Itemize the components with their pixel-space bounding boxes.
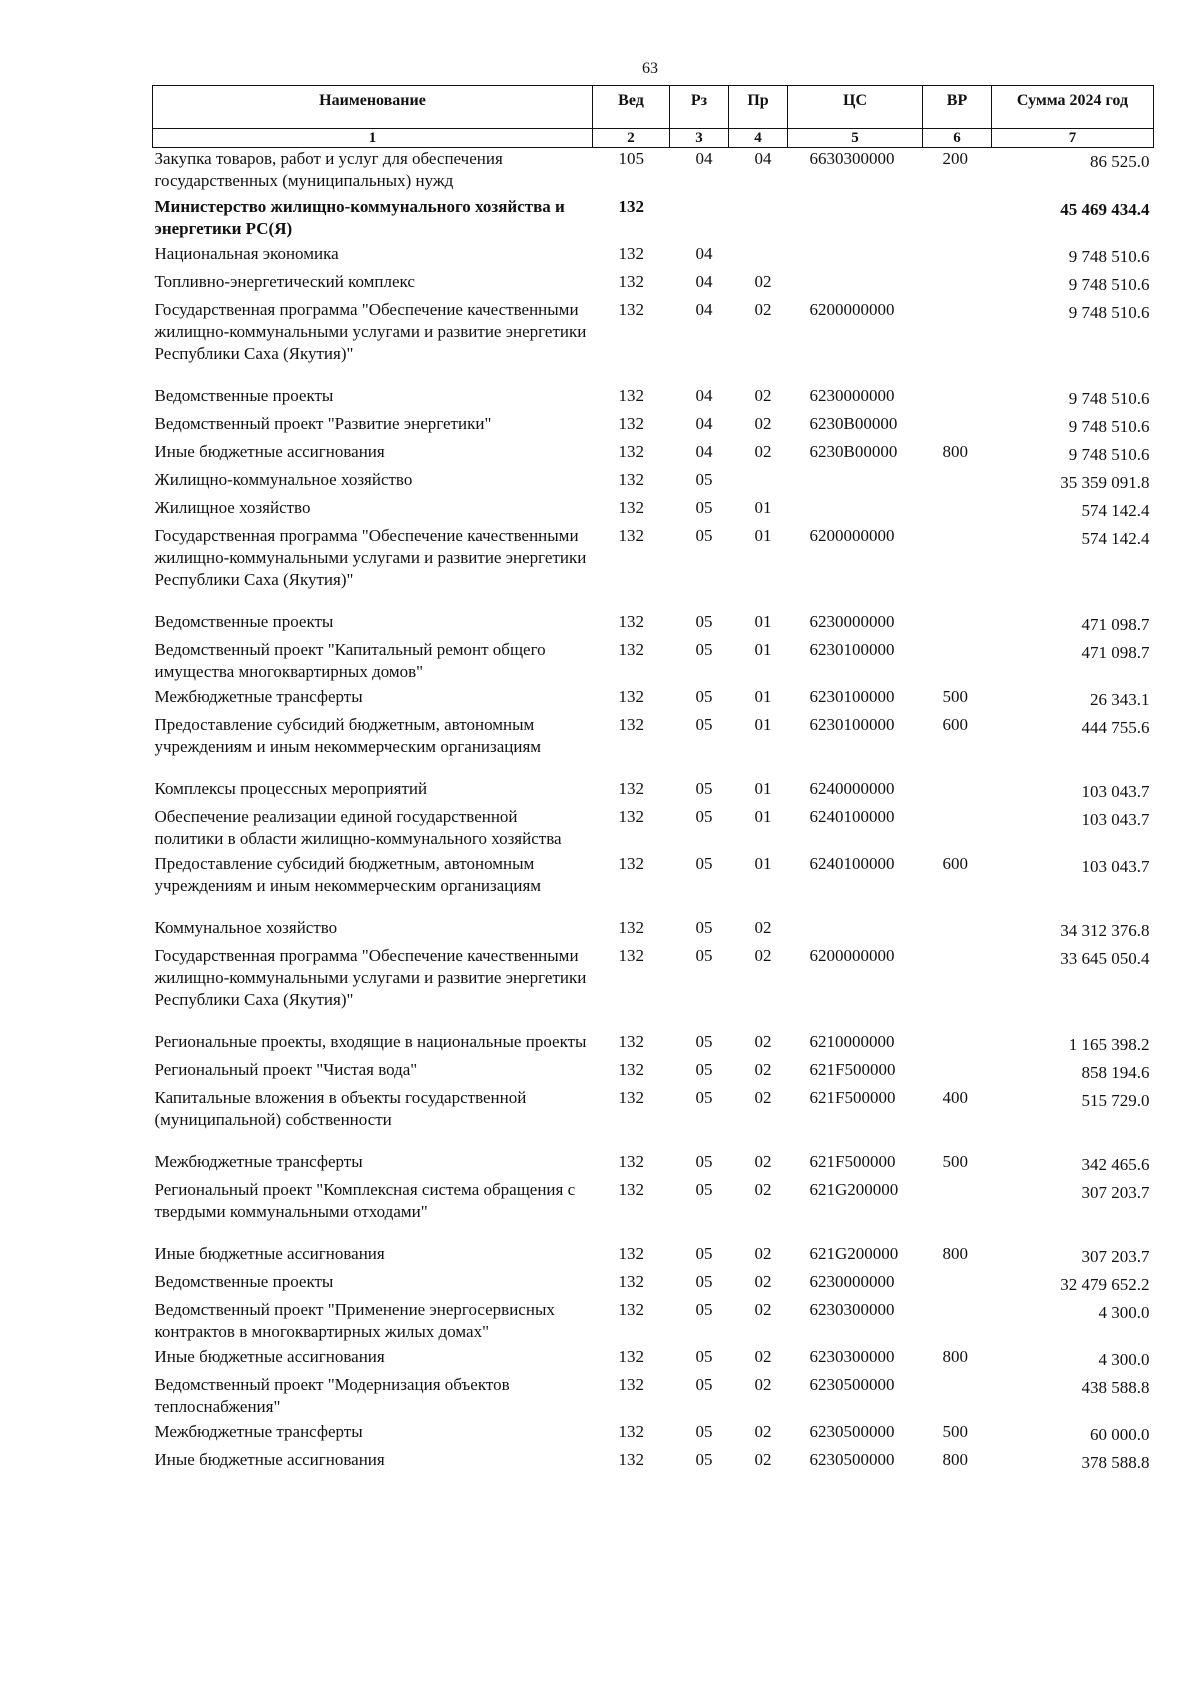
row-pr: 01 [754,779,772,798]
row-rz: 05 [695,1244,713,1263]
row-rz: 05 [695,1300,713,1319]
row-cs: 621G200000 [809,1244,899,1263]
row-ved: 132 [618,526,644,545]
row-rz: 05 [695,1152,713,1171]
row-vr [923,639,992,686]
row-ved: 132 [618,946,644,965]
row-vr: 800 [942,442,968,461]
table-row [153,385,1154,413]
row-cs: 6230300000 [809,1347,895,1366]
row-vr: 800 [942,1347,968,1366]
row-cs [788,243,923,271]
row-ved: 132 [618,854,644,873]
row-rz: 05 [695,470,713,489]
row-vr: 500 [942,1152,968,1171]
row-vr [923,243,992,271]
table-row [153,469,1154,497]
row-sum: 34 312 376.8 [1060,921,1150,940]
row-sum: 1 165 398.2 [1068,1035,1150,1054]
row-pr [729,469,788,497]
row-sum: 103 043.7 [1081,857,1150,876]
row-cs [788,196,923,243]
row-sum: 471 098.7 [1081,615,1150,634]
row-pr: 01 [754,612,772,631]
row-pr: 02 [754,918,772,937]
row-cs: 621G200000 [809,1180,899,1199]
table-row [153,1087,1154,1151]
row-sum: 33 645 050.4 [1060,949,1150,968]
row-ved: 132 [618,244,644,263]
row-vr [923,1179,992,1243]
table-body [153,148,1154,1478]
row-pr: 02 [754,1032,772,1051]
column-number: 4 [729,129,788,148]
row-cs: 621F500000 [809,1060,896,1079]
row-vr [923,1059,992,1087]
row-rz: 05 [695,854,713,873]
row-name: Иные бюджетные ассигнования [154,442,385,461]
row-pr: 01 [754,498,772,517]
row-cs: 6230000000 [809,612,895,631]
row-name: Ведомственный проект "Капитальный ремонт общего имущества многоквартирных домов" [154,640,546,681]
row-cs [788,469,923,497]
row-name: Обеспечение реализации единой государственной политики в области жилищно-коммунального хозяйства [154,807,562,848]
row-rz: 05 [695,779,713,798]
row-vr [923,525,992,611]
row-rz: 05 [695,687,713,706]
row-rz: 04 [695,386,713,405]
row-rz: 05 [695,807,713,826]
row-rz: 05 [695,1450,713,1469]
row-pr: 02 [754,300,772,319]
row-name: Региональный проект "Чистая вода" [154,1060,418,1079]
row-rz [670,196,729,243]
row-name: Региональный проект "Комплексная система обращения с твердыми коммунальными отходами" [154,1180,576,1221]
table-row [153,853,1154,917]
row-sum: 515 729.0 [1081,1091,1150,1110]
row-sum: 35 359 091.8 [1060,473,1150,492]
row-rz: 05 [695,1180,713,1199]
row-ved: 132 [618,687,644,706]
row-name: Ведомственные проекты [154,1272,334,1291]
row-ved: 132 [618,1244,644,1263]
row-rz: 04 [695,272,713,291]
row-vr [923,945,992,1031]
row-pr: 02 [754,946,772,965]
table-row [153,1179,1154,1243]
row-pr: 02 [754,1300,772,1319]
header-pr: Пр [729,86,788,129]
table-row [153,945,1154,1031]
row-vr: 800 [942,1450,968,1469]
table-row [153,441,1154,469]
row-rz: 04 [695,149,713,168]
row-rz: 05 [695,946,713,965]
row-pr: 02 [754,1422,772,1441]
table-row [153,1374,1154,1421]
row-name: Ведомственный проект "Применение энергосервисных контрактов в многоквартирных жилых домах" [154,1300,555,1341]
row-vr: 400 [942,1088,968,1107]
row-pr: 02 [754,386,772,405]
row-pr: 02 [754,1244,772,1263]
row-vr: 800 [942,1244,968,1263]
row-name: Иные бюджетные ассигнования [154,1244,385,1263]
row-vr [923,299,992,385]
row-sum: 9 748 510.6 [1068,275,1150,294]
header-sum: Сумма 2024 год [992,86,1154,129]
row-sum: 86 525.0 [1090,152,1150,171]
row-sum: 574 142.4 [1081,501,1150,520]
row-cs [788,917,923,945]
row-vr [923,413,992,441]
row-cs: 6200000000 [809,526,895,545]
row-pr: 02 [754,1152,772,1171]
row-name: Межбюджетные трансферты [154,687,363,706]
row-pr: 01 [754,854,772,873]
row-rz: 04 [695,300,713,319]
row-sum: 9 748 510.6 [1068,303,1150,322]
row-cs: 6230В00000 [809,414,898,433]
row-ved: 132 [618,498,644,517]
row-name: Иные бюджетные ассигнования [154,1450,385,1469]
row-rz: 05 [695,1272,713,1291]
row-pr: 04 [754,149,772,168]
row-cs: 6630300000 [809,149,895,168]
row-ved: 132 [618,442,644,461]
row-sum: 471 098.7 [1081,643,1150,662]
row-ved: 132 [618,807,644,826]
row-vr: 600 [942,715,968,734]
row-pr: 01 [754,526,772,545]
row-pr [729,196,788,243]
row-vr [923,271,992,299]
row-name: Иные бюджетные ассигнования [154,1347,385,1366]
row-sum: 574 142.4 [1081,529,1150,548]
row-pr: 02 [754,1180,772,1199]
row-cs: 6230000000 [809,386,895,405]
row-ved: 132 [618,612,644,631]
row-rz: 04 [695,442,713,461]
table-row [153,806,1154,853]
row-vr: 500 [942,687,968,706]
row-vr: 600 [942,854,968,873]
row-sum: 4 300.0 [1098,1350,1150,1369]
row-cs: 6230100000 [809,715,895,734]
row-rz: 05 [695,640,713,659]
row-sum: 342 465.6 [1081,1155,1150,1174]
row-name: Межбюджетные трансферты [154,1152,363,1171]
row-cs: 6230500000 [809,1450,895,1469]
row-vr [923,778,992,806]
column-number: 7 [992,129,1154,148]
row-sum: 45 469 434.4 [1060,200,1150,219]
table-row [153,714,1154,778]
row-sum: 858 194.6 [1081,1063,1150,1082]
row-ved: 132 [618,1347,644,1366]
header-cs: ЦС [788,86,923,129]
header-vr: ВР [923,86,992,129]
row-cs: 6230100000 [809,640,895,659]
row-rz: 05 [695,1088,713,1107]
row-name: Государственная программа "Обеспечение качественными жилищно-коммунальными услугами и развитие энергетики Республики Саха (Якутия)" [154,526,587,589]
header-name: Наименование [153,86,593,129]
row-name: Топливно-энергетический комплекс [154,272,415,291]
row-rz: 04 [695,244,713,263]
row-cs: 6200000000 [809,300,895,319]
table-row [153,686,1154,714]
table-row [153,497,1154,525]
row-name: Ведомственные проекты [154,612,334,631]
row-ved: 132 [618,1088,644,1107]
column-number: 6 [923,129,992,148]
row-vr: 500 [942,1422,968,1441]
column-number-row [153,129,1154,148]
row-vr [923,917,992,945]
row-sum: 9 748 510.6 [1068,389,1150,408]
row-ved: 132 [618,1300,644,1319]
row-name: Капитальные вложения в объекты государственной (муниципальной) собственности [154,1088,527,1129]
row-name: Министерство жилищно-коммунального хозяйства и энергетики РС(Я) [154,197,565,238]
row-ved: 132 [618,470,644,489]
row-vr [923,1374,992,1421]
row-sum: 307 203.7 [1081,1183,1150,1202]
table-row [153,271,1154,299]
row-ved: 132 [618,1032,644,1051]
row-ved: 132 [618,272,644,291]
row-rz: 05 [695,1375,713,1394]
row-sum: 9 748 510.6 [1068,445,1150,464]
row-rz: 05 [695,526,713,545]
row-sum: 32 479 652.2 [1060,1275,1150,1294]
row-vr: 200 [942,149,968,168]
table-row [153,1299,1154,1346]
row-rz: 05 [695,1347,713,1366]
header-ved: Вед [593,86,670,129]
row-name: Предоставление субсидий бюджетным, автономным учреждениям и иным некоммерческим организациям [154,854,542,895]
row-vr [923,469,992,497]
table-header [153,86,1154,148]
row-vr [923,1031,992,1059]
row-sum: 9 748 510.6 [1068,417,1150,436]
row-ved: 132 [618,386,644,405]
row-ved: 132 [618,1272,644,1291]
table-row [153,1449,1154,1477]
table-row [153,413,1154,441]
row-pr: 02 [754,272,772,291]
row-cs: 6230500000 [809,1375,895,1394]
row-cs: 6200000000 [809,946,895,965]
row-sum: 103 043.7 [1081,810,1150,829]
budget-table [152,85,1154,1477]
table-row [153,1151,1154,1179]
row-pr: 01 [754,687,772,706]
row-name: Ведомственные проекты [154,386,334,405]
row-cs [788,497,923,525]
row-cs [788,271,923,299]
table-row [153,148,1154,197]
row-name: Жилищно-коммунальное хозяйство [154,470,413,489]
row-name: Предоставление субсидий бюджетным, автономным учреждениям и иным некоммерческим организациям [154,715,542,756]
row-name: Межбюджетные трансферты [154,1422,363,1441]
row-sum: 307 203.7 [1081,1247,1150,1266]
row-pr: 01 [754,715,772,734]
row-cs: 6230100000 [809,687,895,706]
row-cs: 621F500000 [809,1088,896,1107]
row-cs: 6240000000 [809,779,895,798]
column-number: 2 [593,129,670,148]
column-number: 3 [670,129,729,148]
row-ved: 132 [618,197,644,216]
table-row [153,1346,1154,1374]
column-number: 1 [153,129,593,148]
row-sum: 60 000.0 [1090,1425,1150,1444]
row-vr [923,806,992,853]
row-cs: 6230В00000 [809,442,898,461]
row-ved: 132 [618,1152,644,1171]
row-vr [923,196,992,243]
row-sum: 9 748 510.6 [1068,247,1150,266]
row-pr: 02 [754,1375,772,1394]
table-row [153,1243,1154,1271]
row-pr: 02 [754,1450,772,1469]
row-pr: 02 [754,442,772,461]
table-row [153,917,1154,945]
row-pr: 02 [754,1060,772,1079]
row-name: Ведомственный проект "Модернизация объектов теплоснабжения" [154,1375,510,1416]
table-row [153,1031,1154,1059]
row-ved: 132 [618,918,644,937]
row-name: Коммунальное хозяйство [154,918,338,937]
row-sum: 26 343.1 [1090,690,1150,709]
row-name: Государственная программа "Обеспечение качественными жилищно-коммунальными услугами и развитие энергетики Республики Саха (Якутия)" [154,300,587,363]
row-pr [729,243,788,271]
table-row [153,299,1154,385]
row-rz: 05 [695,1060,713,1079]
row-ved: 132 [618,779,644,798]
row-vr [923,1299,992,1346]
table-row [153,1271,1154,1299]
row-pr: 02 [754,414,772,433]
row-vr [923,1271,992,1299]
row-rz: 05 [695,715,713,734]
row-pr: 02 [754,1347,772,1366]
row-ved: 132 [618,1450,644,1469]
row-ved: 132 [618,1180,644,1199]
row-name: Государственная программа "Обеспечение качественными жилищно-коммунальными услугами и развитие энергетики Республики Саха (Якутия)" [154,946,587,1009]
row-name: Ведомственный проект "Развитие энергетики" [154,414,492,433]
row-name: Комплексы процессных мероприятий [154,779,428,798]
row-ved: 132 [618,1422,644,1441]
row-pr: 02 [754,1088,772,1107]
row-sum: 438 588.8 [1081,1378,1150,1397]
row-vr [923,497,992,525]
row-sum: 103 043.7 [1081,782,1150,801]
row-cs: 6210000000 [809,1032,895,1051]
header-row [153,86,1154,129]
row-cs: 6230500000 [809,1422,895,1441]
table-row [153,639,1154,686]
row-rz: 05 [695,1032,713,1051]
row-sum: 444 755.6 [1081,718,1150,737]
row-vr [923,385,992,413]
row-pr: 02 [754,1272,772,1291]
row-rz: 05 [695,498,713,517]
row-rz: 05 [695,612,713,631]
table-row [153,1059,1154,1087]
row-ved: 132 [618,1375,644,1394]
row-rz: 04 [695,414,713,433]
row-sum: 4 300.0 [1098,1303,1150,1322]
row-pr: 01 [754,807,772,826]
table-row [153,525,1154,611]
row-ved: 132 [618,715,644,734]
row-ved: 132 [618,640,644,659]
row-cs: 6230300000 [809,1300,895,1319]
row-cs: 6240100000 [809,854,895,873]
row-rz: 05 [695,1422,713,1441]
header-rz: Рз [670,86,729,129]
row-ved: 132 [618,300,644,319]
column-number: 5 [788,129,923,148]
table-row [153,243,1154,271]
table-row [153,1421,1154,1449]
row-name: Национальная экономика [154,244,339,263]
row-name: Жилищное хозяйство [154,498,311,517]
row-rz: 05 [695,918,713,937]
table-row [153,196,1154,243]
table-row [153,611,1154,639]
row-pr: 01 [754,640,772,659]
row-cs: 6240100000 [809,807,895,826]
row-ved: 132 [618,1060,644,1079]
page-number: 63 [642,60,658,77]
row-sum: 378 588.8 [1081,1453,1150,1472]
row-vr [923,611,992,639]
row-ved: 132 [618,414,644,433]
row-name: Региональные проекты, входящие в национальные проекты [154,1032,587,1051]
row-cs: 6230000000 [809,1272,895,1291]
table-row [153,778,1154,806]
row-ved: 105 [618,149,644,168]
row-cs: 621F500000 [809,1152,896,1171]
row-name: Закупка товаров, работ и услуг для обеспечения государственных (муниципальных) нужд [154,149,503,190]
